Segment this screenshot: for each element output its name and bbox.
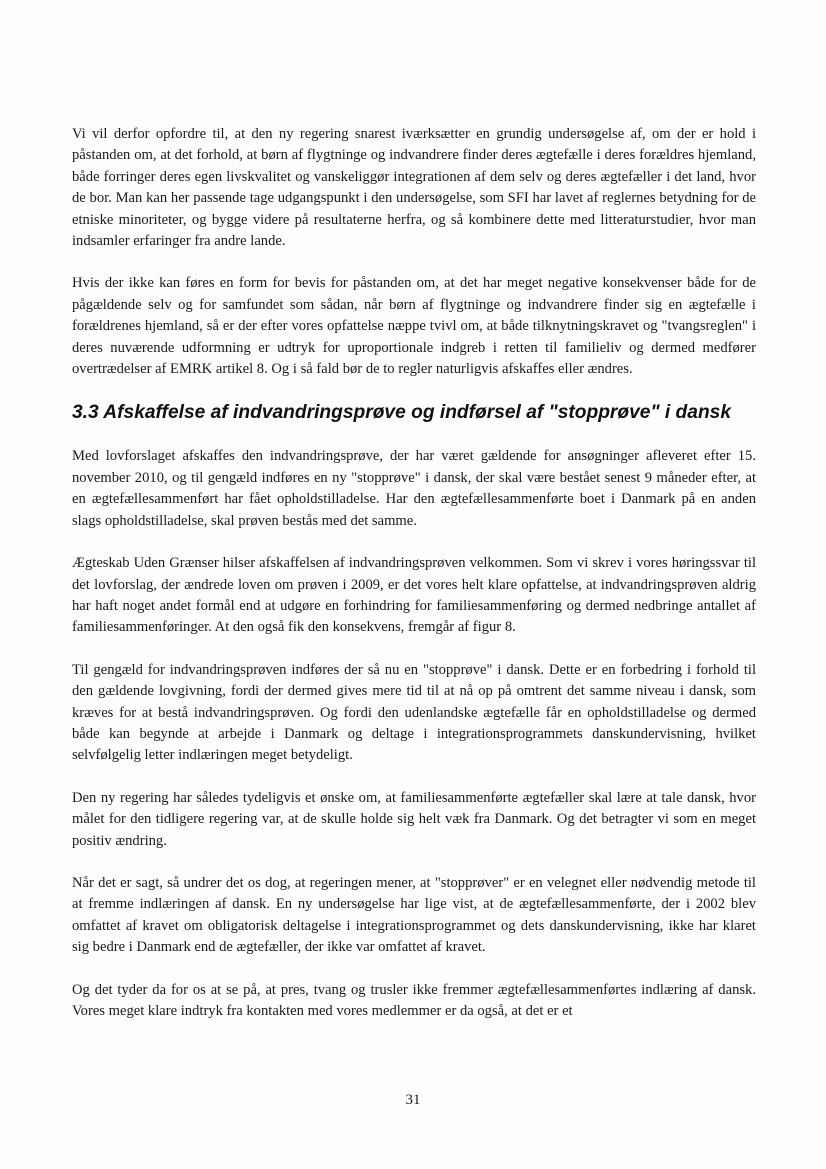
paragraph-1: Vi vil derfor opfordre til, at den ny regering snarest iværksætter en grundig undersøgelse af, om der er hold i påstanden om, at det forhold, at børn af flygtninge og indvandrere finder deres ægtefælle i deres forældres hjemland, både forringer deres egen livskvalitet og vanskeliggør integrationen af dem selv og deres ægtefæller i det land, hvor de bor. Man kan her passende tage udgangspunkt i den undersøgelse, som SFI har lavet af reglernes betydning for de etniske minoriteter, og bygge videre på resultaterne herfra, og så kombinere dette med litteraturstudier, hvor man indsamler erfaringer fra andre lande. bbox=[72, 126, 756, 250]
page-body bbox=[72, 124, 756, 1043]
paragraph-4: Ægteskab Uden Grænser hilser afskaffelsen af indvandringsprøven velkommen. Som vi skrev i vores høringssvar til det lovforslag, der ændrede loven om prøven i 2009, er det vores helt klare opfattelse, at indvandringsprøven aldrig har haft noget andet formål end at udgøre en forhindring for familiesammenføring og dermed nedbringe antallet af familiesammenføringer. At den også fik den konsekvens, fremgår af figur 8. bbox=[72, 555, 756, 636]
paragraph-7: Når det er sagt, så undrer det os dog, at regeringen mener, at "stopprøver" er en velegnet eller nødvendig metode til at fremme indlæringen af dansk. En ny undersøgelse har lige vist, at de ægtefællesammenførte, der i 2002 blev omfattet af kravet om obligatorisk deltagelse i integrationsprogrammet og dets danskundervisning, ikke har klaret sig bedre i Danmark end de ægtefæller, der ikke var omfattet af kravet. bbox=[72, 874, 756, 956]
paragraph-6: Den ny regering har således tydeligvis et ønske om, at familiesammenførte ægtefæller skal lære at tale dansk, hvor målet for den tidligere regering var, at de skulle holde sig helt væk fra Danmark. Og det betragter vi som en meget positiv ændring. bbox=[72, 789, 756, 849]
paragraph-8: Og det tyder da for os at se på, at pres, tvang og trusler ikke fremmer ægtefællesammenførtes indlæring af dansk. Vores meget klare indtryk fra kontakten med vores medlemmer er da også, at det er et bbox=[72, 981, 756, 1019]
section-heading: 3.3 Afskaffelse af indvandringsprøve og indførsel af "stopprøve" i dansk bbox=[72, 402, 732, 424]
page-number: 31 bbox=[405, 1092, 421, 1108]
paragraph-2: Hvis der ikke kan føres en form for bevis for påstanden om, at det har meget negative konsekvenser både for de pågældende selv og for samfundet som sådan, når børn af flygtninge og indvandrere finder sig en ægtefælle i forældrenes hjemland, så er der efter vores opfattelse næppe tvivl om, at både tilknytningskravet og "tvangsreglen" i deres nuværende udformning er udtryk for uproportionale indgreb i retten til familieliv og dermed medfører overtrædelser af EMRK artikel 8. Og i så fald bør de to regler naturligvis afskaffes eller ændres. bbox=[72, 275, 756, 378]
paragraph-3: Med lovforslaget afskaffes den indvandringsprøve, der har været gældende for ansøgninger afleveret efter 15. november 2010, og til gengæld indføres en ny "stopprøve" i dansk, der skal være bestået senest 9 måneder efter, at en ægtefællesammenført har fået opholdstilladelse. Har den ægtefællesammenførte boet i Danmark på en anden slags opholdstilladelse, skal prøven bestås med det samme. bbox=[72, 448, 756, 529]
paragraph-5: Til gengæld for indvandringsprøven indføres der så nu en "stopprøve" i dansk. Dette er en forbedring i forhold til den gældende lovgivning, fordi der dermed gives mere tid til at nå op på omtrent det samme niveau i dansk, som kræves for at bestå indvandringsprøven. Og fordi den udenlandske ægtefælle får en opholdstilladelse og dermed både kan begynde at arbejde i Danmark og deltage i integrationsprogrammets danskundervisning, hvilket selvfølgelig letter indlæringen meget betydeligt. bbox=[72, 661, 756, 764]
